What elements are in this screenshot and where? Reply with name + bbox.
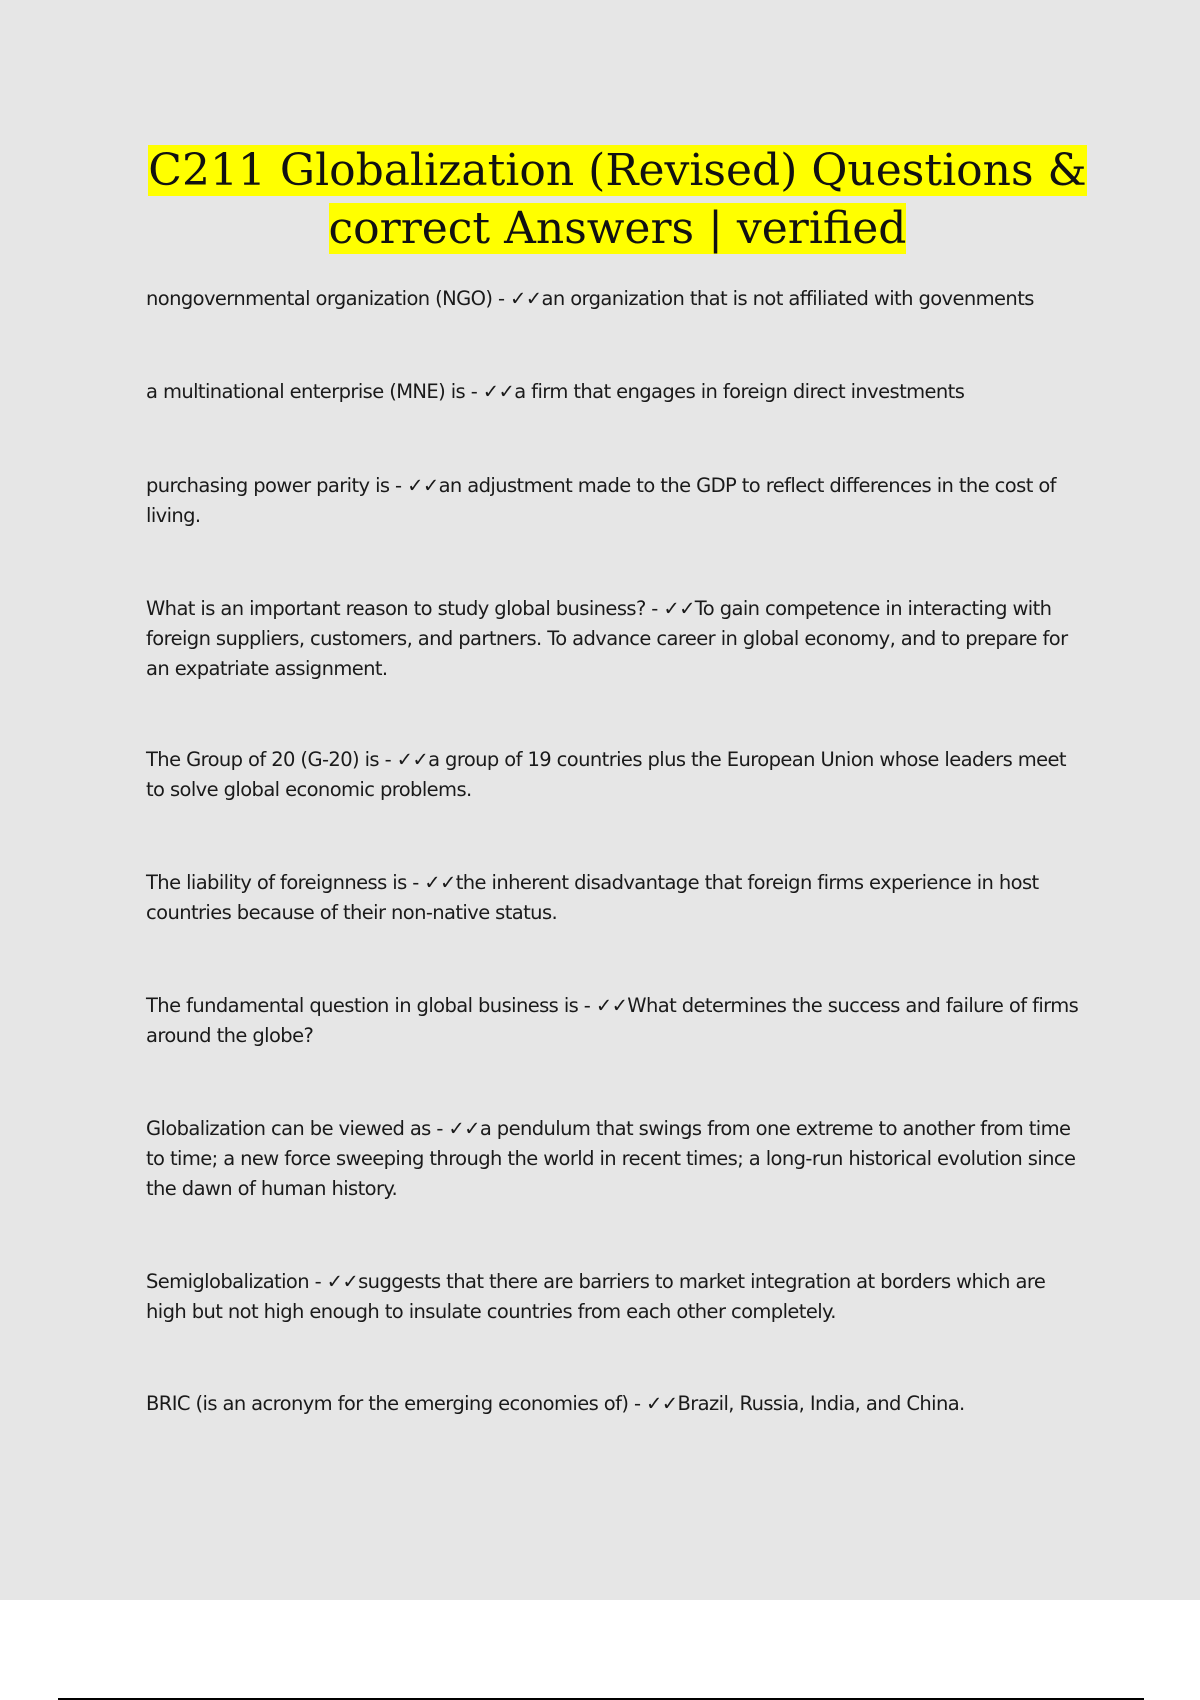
qa-item-g20: The Group of 20 (G-20) is - ✓✓a group of 19 countries plus the European Union whose leaders meet to solve global economic problems.: [146, 748, 1066, 801]
qa-item-fundamental-question: The fundamental question in global business is - ✓✓What determines the success and failure of firms around the globe?: [146, 994, 1079, 1047]
qa-item-study-global-business: What is an important reason to study global business? - ✓✓To gain competence in interacting with foreign suppliers, customers, and partners. To advance career in global economy, and to prepare for an expatriate assignment.: [146, 597, 1068, 680]
qa-item-semiglobalization: Semiglobalization - ✓✓suggests that there are barriers to market integration at borders which are high but not high enough to insulate countries from each other completely.: [146, 1270, 1046, 1323]
qa-item-liability-of-foreignness: The liability of foreignness is - ✓✓the inherent disadvantage that foreign firms experience in host countries because of their non-native status.: [146, 871, 1039, 924]
qa-item-globalization-views: Globalization can be viewed as - ✓✓a pendulum that swings from one extreme to another from time to time; a new force sweeping through the world in recent times; a long-run historical evolution since the dawn of human history.: [146, 1117, 1076, 1200]
qa-item-ngo: nongovernmental organization (NGO) - ✓✓an organization that is not affiliated with govenments: [146, 287, 1034, 310]
qa-item-bric: BRIC (is an acronym for the emerging economies of) - ✓✓Brazil, Russia, India, and China.: [146, 1392, 965, 1415]
qa-item-ppp: purchasing power parity is - ✓✓an adjustment made to the GDP to reflect differences in the cost of living.: [146, 474, 1056, 527]
title-highlight: C211 Globalization (Revised) Questions & correct Answers | verified: [148, 145, 1087, 254]
qa-item-mne: a multinational enterprise (MNE) is - ✓✓a firm that engages in foreign direct investments: [146, 380, 965, 403]
document-title: [120, 142, 1115, 258]
